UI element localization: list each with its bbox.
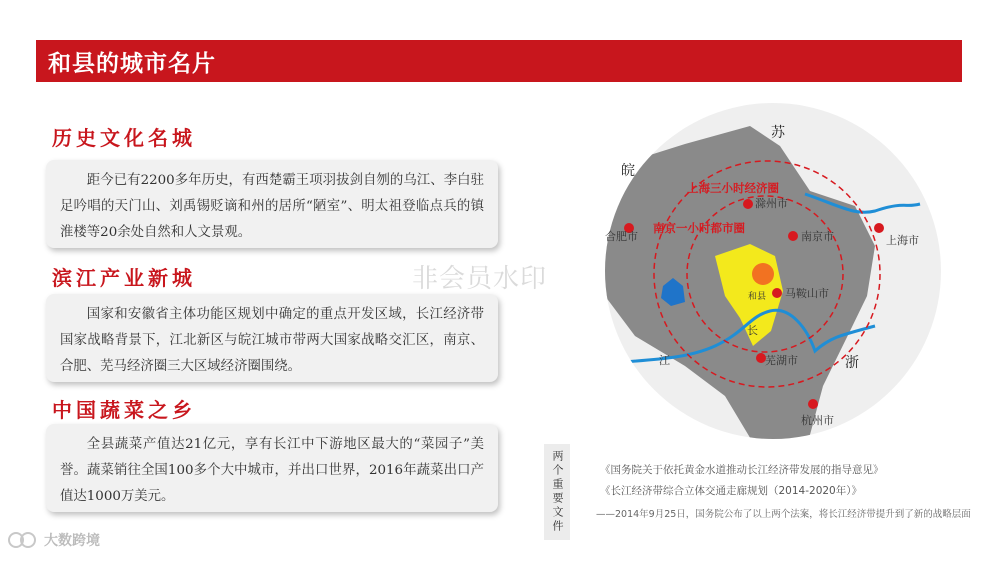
label-province-zhe: 浙	[845, 355, 859, 371]
label-nanjing: 南京市	[801, 230, 834, 243]
brand-logo-text: 大数跨境	[44, 533, 100, 549]
section-body-industry: 国家和安徽省主体功能区规划中确定的重点开发区域，长江经济带国家战略背景下，江北新区与皖江城市带两大国家战略交汇区，南京、合肥、芜马经济圈三大区域经济圈围绕。	[60, 307, 484, 374]
section-body-vegetable: 全县蔬菜产值达21亿元，享有长江中下游地区最大的“菜园子”美誉。蔬菜销往全国100多个大中城市，并出口世界，2016年蔬菜出口产值达1000万美元。	[60, 437, 484, 504]
label-shanghai-circle: 上海三小时经济圈	[687, 181, 779, 195]
label-hefei: 合肥市	[605, 230, 638, 243]
label-hexian: 和县	[748, 292, 767, 302]
region-map	[575, 96, 965, 446]
doc-tag: 两个重要文件	[544, 444, 570, 540]
doc-line-1: 《国务院关于依托黄金水道推动长江经济带发展的指导意见》	[600, 464, 884, 476]
label-province-su: 苏	[771, 125, 785, 141]
brand-logo-icon	[6, 530, 40, 550]
label-province-wan: 皖	[621, 163, 635, 179]
map-graphic	[575, 96, 965, 446]
hexian-dot	[752, 263, 774, 285]
marker-shanghai	[874, 223, 884, 233]
label-river-chang: 长	[747, 324, 758, 337]
label-wuhu: 芜湖市	[765, 354, 798, 367]
label-hangzhou: 杭州市	[801, 414, 834, 427]
marker-maanshan	[772, 288, 782, 298]
section-card-vegetable	[46, 424, 498, 512]
section-card-industry	[46, 294, 498, 382]
section-heading-industry: 滨江产业新城	[52, 266, 196, 290]
brand-logo	[6, 530, 100, 550]
doc-note: ——2014年9月25日，国务院公布了以上两个法案，将长江经济带提升到了新的战略层面	[596, 509, 971, 520]
label-chuzhou: 滁州市	[755, 197, 788, 210]
marker-hangzhou	[808, 399, 818, 409]
doc-line-2: 《长江经济带综合立体交通走廊规划（2014-2020年）》	[600, 485, 862, 497]
marker-chuzhou	[743, 199, 753, 209]
watermark: 非会员水印	[412, 264, 548, 294]
section-card-history	[46, 160, 498, 248]
label-shanghai: 上海市	[886, 234, 919, 247]
page-title: 和县的城市名片	[36, 40, 962, 82]
label-maanshan: 马鞍山市	[785, 287, 829, 300]
marker-nanjing	[788, 231, 798, 241]
section-body-history: 距今已有2200多年历史，有西楚霸王项羽拔剑自刎的乌江、李白驻足吟唱的天门山、刘禹锡贬谪和州的居所“陋室”、明太祖登临点兵的镇淮楼等20余处自然和人文景观。	[60, 173, 484, 240]
section-heading-history: 历史文化名城	[52, 126, 196, 150]
label-river-jiang: 江	[659, 354, 670, 367]
section-heading-vegetable: 中国蔬菜之乡	[52, 398, 196, 422]
label-nanjing-circle: 南京一小时都市圈	[653, 221, 745, 235]
